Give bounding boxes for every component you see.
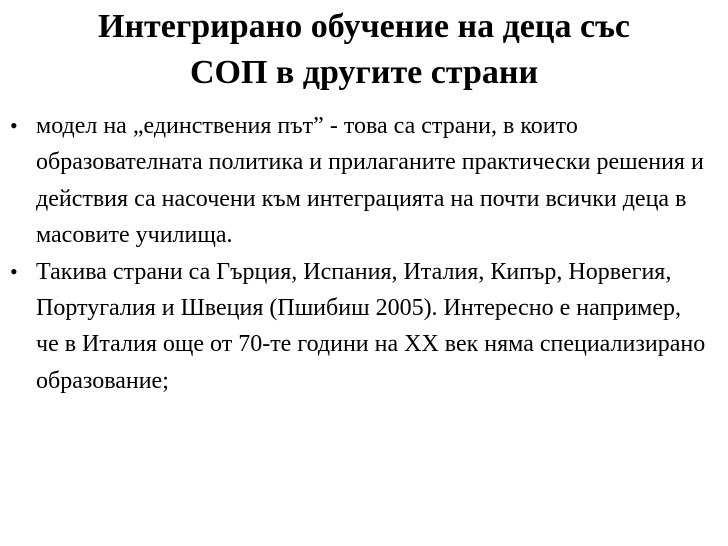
bullet-dot-icon: • bbox=[10, 258, 18, 284]
bullet-text: модел на „единствения път” - това са страни, в които образователната политика и прилаганите практически решения и действия са насочени към интеграцията на почти всички деца в масовите училища. bbox=[36, 113, 704, 249]
bullet-dot-icon: • bbox=[10, 113, 18, 138]
slide-title bbox=[30, 4, 698, 96]
bullet-item bbox=[8, 254, 708, 400]
bullet-text: Такива страни са Гърция, Испания, Италия, Кипър, Норвегия, Португалия и Швеция (Пшибиш 2005). Интересно е например, че в Италия още от 70-те години на ХХ век няма специализирано образование; bbox=[36, 258, 706, 394]
bullet-item bbox=[8, 108, 708, 254]
bullet-list bbox=[8, 108, 708, 399]
title-line-1: Интегрирано обучение на деца със bbox=[98, 8, 630, 45]
title-line-2: СОП в другите страни bbox=[189, 54, 539, 91]
